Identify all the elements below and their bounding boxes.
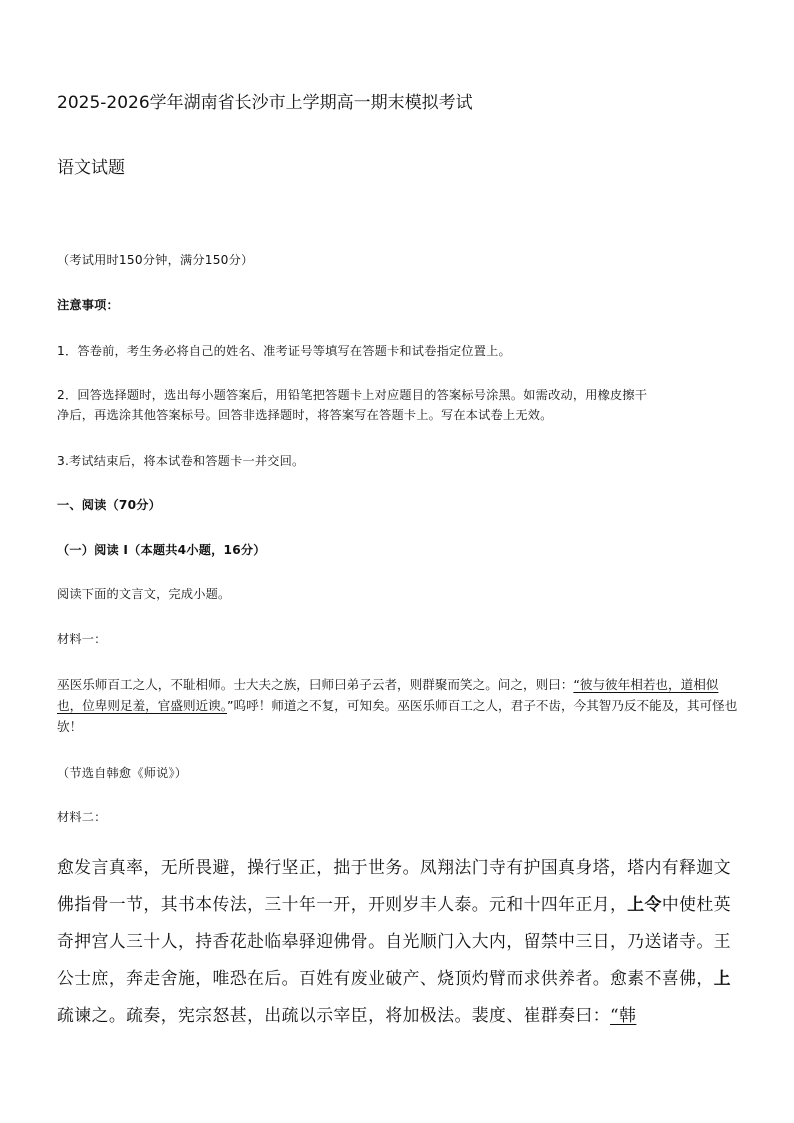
material2-text-b: 中使杜英奇押宫人三十人，持香花赴临皋驿迎佛骨。自光顺门入大内，留禁中三日，乃送诸寺。王公士庶，奔走舍施，唯恐在后。百姓有废业破产、烧顶灼臂而求供养者。愈素不喜佛， [57, 894, 732, 988]
notice-heading: 注意事项： [57, 298, 119, 312]
material2-text [57, 849, 747, 1034]
exam-title: 2025-2026学年湖南省长沙市上学期高一期末模拟考试 [57, 93, 473, 113]
sub-section-heading: （一）阅读 I（本题共4小题，16分） [57, 543, 266, 557]
material2-bold-a: 上令 [627, 894, 662, 914]
material1-part2: ”呜呼！师道之不复，可知矣。巫医乐师百工之人，君子不齿，今其智乃反不能及，其可怪也欤！ [57, 698, 738, 734]
material1-label: 材料一： [57, 632, 107, 646]
material2-quote-start: “韩 [610, 1005, 637, 1025]
section-heading: 一、阅读（70分） [57, 498, 162, 512]
notice-item-2-cont: 净后，再选涂其他答案标号。回答非选择题时，将答案写在答题卡上。写在本试卷上无效。 [57, 408, 553, 422]
material1-source: （节选自韩愈《师说》） [57, 766, 188, 780]
material1-text [57, 674, 741, 737]
reading-instruction: 阅读下面的文言文，完成小题。 [57, 587, 231, 601]
subject-title: 语文试题 [57, 158, 125, 178]
material2-label: 材料二： [57, 810, 107, 824]
material1-quote: “彼与彼年相若也，道相似也，位卑则足羞，官盛则近谀。 [57, 677, 719, 713]
notice-item-2: 2．回答选择题时，选出每小题答案后，用铅笔把答题卡上对应题目的答案标号涂黑。如需改动，用橡皮擦干 [57, 388, 648, 402]
material2-text-a: 愈发言真率，无所畏避，操行坚正，拙于世务。凤翔法门寺有护国真身塔，塔内有释迦文佛指骨一节，其书本传法，三十年一开，开则岁丰人泰。元和十四年正月， [57, 857, 731, 914]
material1-part1: 巫医乐师百工之人，不耻相师。士大夫之族，曰师曰弟子云者，则群聚而笑之。问之，则曰： [57, 677, 574, 692]
exam-info: （考试用时150分钟，满分150分） [57, 253, 254, 267]
material2-bold-b: 上 [713, 968, 731, 988]
material2-text-c: 疏谏之。疏奏，宪宗怒甚，出疏以示宰臣，将加极法。裴度、崔群奏曰： [57, 1005, 611, 1025]
notice-item-1: 1．答卷前，考生务必将自己的姓名、准考证号等填写在答题卡和试卷指定位置上。 [57, 344, 511, 358]
notice-item-3: 3.考试结束后，将本试卷和答题卡一并交回。 [57, 454, 305, 468]
